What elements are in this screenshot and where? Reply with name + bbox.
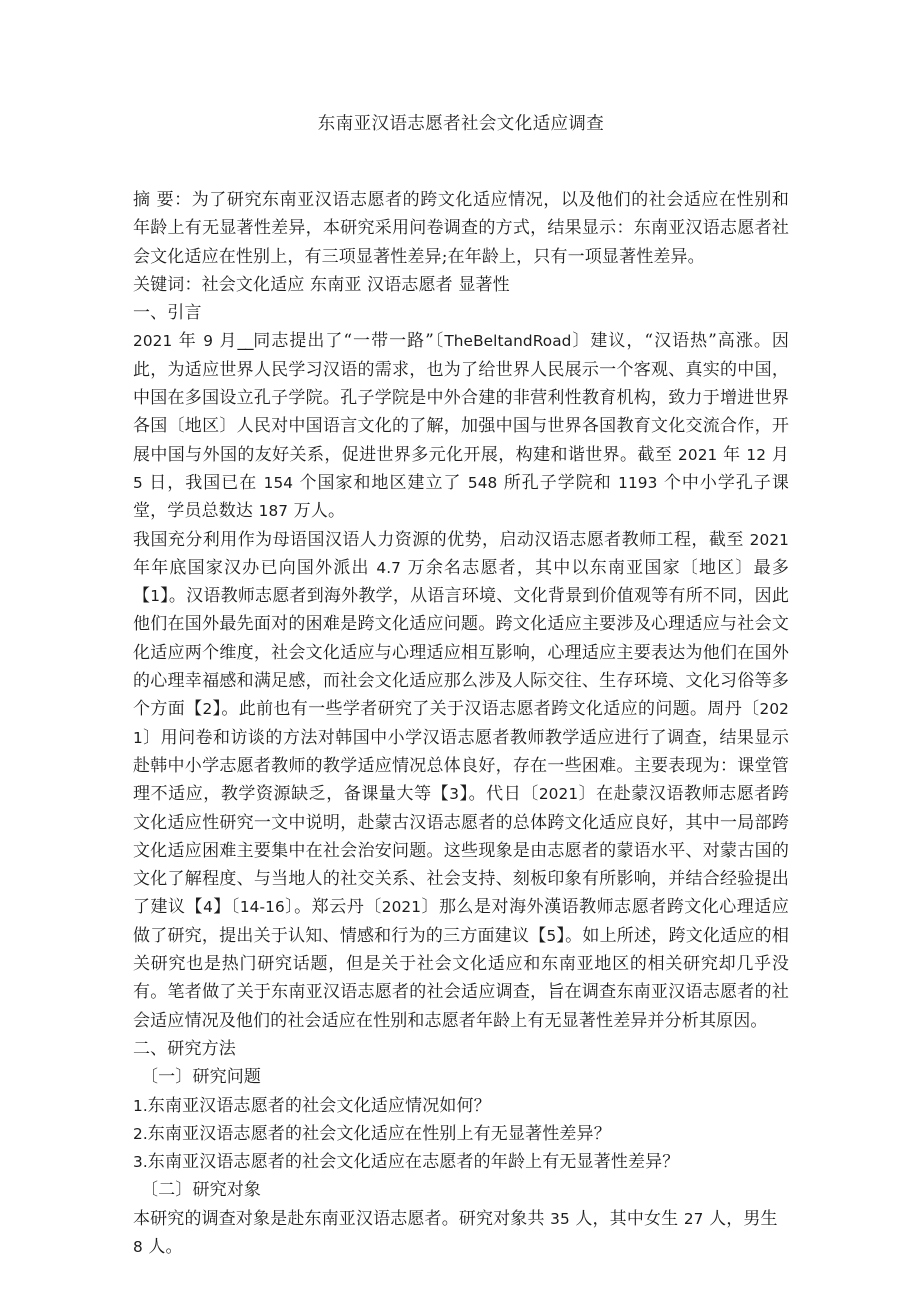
title-spacer xyxy=(133,138,789,186)
section-heading-method: 二、研究方法 xyxy=(133,1038,236,1059)
introduction-paragraph-1: 2021 年 9 月__同志提出了“一带一路”〔TheBeltandRoad〕建议，“汉语热”高涨。因此，为适应世界人民学习汉语的需求，也为了给世界人民展示一个客观、真实的中国，中国在多国设立孔子学院。孔子学院是中外合建的非营利性教育机构，致力于增进世界各国〔地区〕人民对中国语言文化的了解，加强中国与世界各国教育文化交流合作，开展中国与外国的友好关系，促进世界多元化开展，构建和谐世界。截至 2021 年 12 月 5 日，我国已在 154 个国家和地区建立了 548 所孔子学院和 1193 个中小学孔子课堂，学员总数达 187 万人。 xyxy=(133,331,789,522)
introduction-paragraph-2: 我国充分利用作为母语国汉语人力资源的优势，启动汉语志愿者教师工程，截至 2021 年年底国家汉办已向国外派出 4.7 万余名志愿者，其中以东南亚国家〔地区〕最多【1】。汉语教师志愿者到海外教学，从语言环境、文化背景到价值观等有所不同，因此他们在国外最先面对的困难是跨文化适应问题。跨文化适应主要涉及心理适应与社会文化适应两个维度，社会文化适应与心理适应相互影响，心理适应主要表达为他们在国外的心理幸福感和满足感，而社会文化适应那么涉及人际交往、生存环境、文化习俗等多个方面【2】。此前也有一些学者研究了关于汉语志愿者跨文化适应的问题。周丹〔2021〕用问卷和访谈的方法对韩国中小学汉语志愿者教师教学适应进行了调查，结果显示赴韩中小学志愿者教师的教学适应情况总体良好，存在一些困难。主要表现为：课堂管理不适应，教学资源缺乏，备课量大等【3】。代日〔2021〕在赴蒙汉语教师志愿者跨文化适应性研究一文中说明，赴蒙古汉语志愿者的总体跨文化适应良好，其中一局部跨文化适应困难主要集中在社会治安问题。这些现象是由志愿者的蒙语水平、对蒙古国的文化了解程度、与当地人的社交关系、社会支持、刻板印象有所影响，并结合经验提出了建议【4】〔14-16〕。郑云丹〔2021〕那么是对海外漢语教师志愿者跨文化心理适应做了研究，提出关于认知、情感和行为的三方面建议【5】。如上所述，跨文化适应的相关研究也是热门研究话题，但是关于社会文化适应和东南亚地区的相关研究却几乎没有。笔者做了关于东南亚汉语志愿者的社会适应调查，旨在调查东南亚汉语志愿者的社会适应情况及他们的社会适应在性别和志愿者年龄上有无显著性差异并分析其原因。 xyxy=(133,529,790,1031)
abstract-paragraph: 摘 要：为了研究东南亚汉语志愿者的跨文化适应情况，以及他们的社会适应在性别和年龄上有无显著性差异，本研究采用问卷调查的方式，结果显示：东南亚汉语志愿者社会文化适应在性别上，有三项显著性差异;在年龄上，只有一项显著性差异。 xyxy=(133,190,789,267)
subsection-heading-research-questions: 〔一〕研究问题 xyxy=(141,1067,262,1088)
research-question-2: 2.东南亚汉语志愿者的社会文化适应在性别上有无显著性差异？ xyxy=(133,1123,611,1144)
page-content xyxy=(133,0,789,1261)
section-heading-introduction: 一、引言 xyxy=(133,303,202,324)
page-title: 东南亚汉语志愿者社会文化适应调查 xyxy=(317,114,605,134)
keywords-line: 关键词：社会文化适应 东南亚 汉语志愿者 显著性 xyxy=(133,274,510,295)
subjects-paragraph: 本研究的调查对象是赴东南亚汉语志愿者。研究对象共 35 人，其中女生 27 人，男生 8 人。 xyxy=(133,1208,778,1257)
research-question-3: 3.东南亚汉语志愿者的社会文化适应在志愿者的年龄上有无显著性差异？ xyxy=(133,1152,680,1173)
subsection-heading-subjects: 〔二〕研究对象 xyxy=(141,1180,262,1201)
research-question-1: 1.东南亚汉语志愿者的社会文化适应情况如何？ xyxy=(133,1095,491,1116)
